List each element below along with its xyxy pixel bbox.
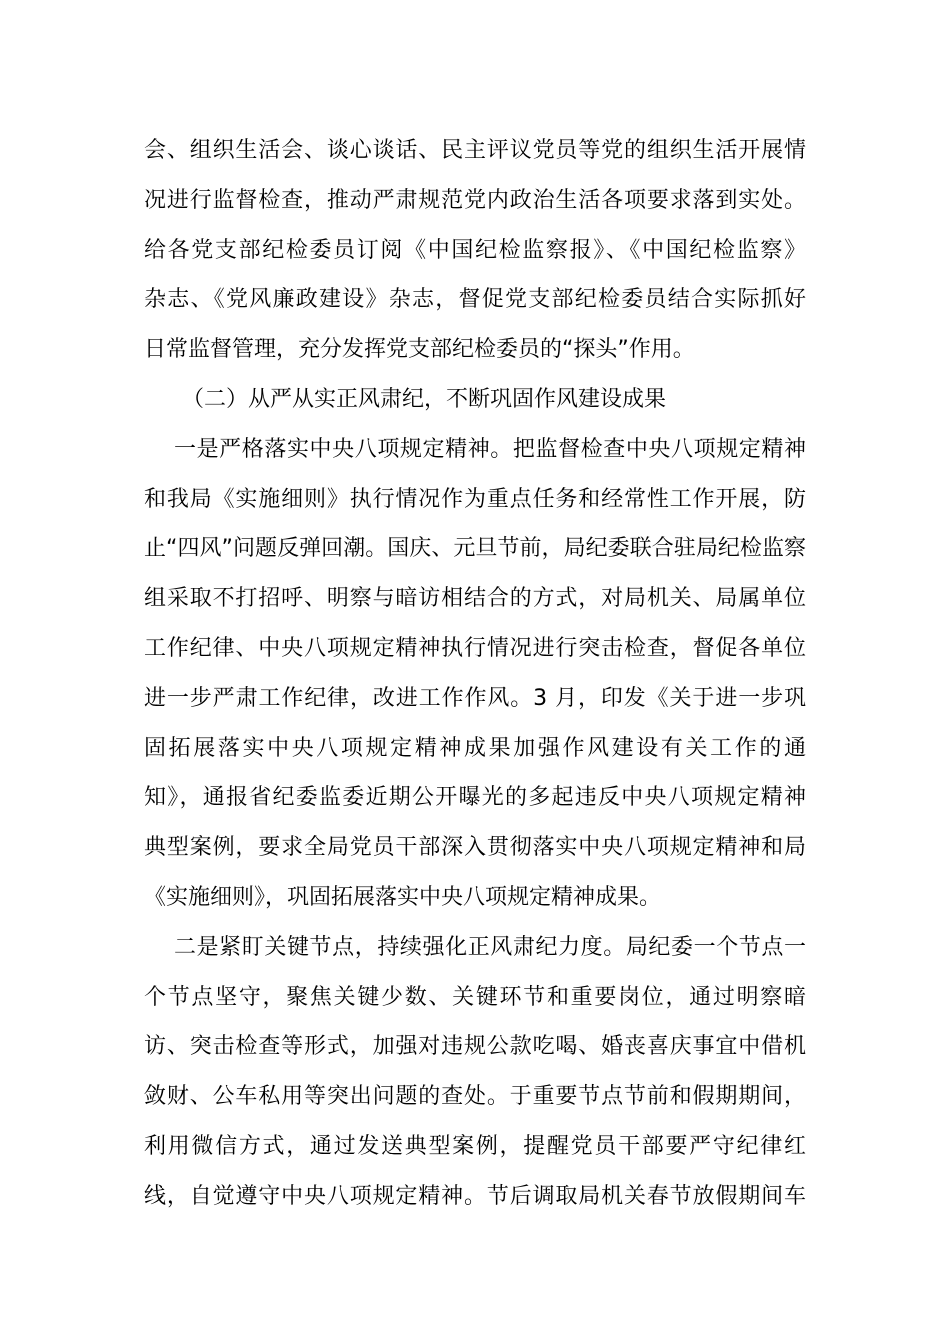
text-line: 止“四风”问题反弹回潮。国庆、元旦节前，局纪委联合驻局纪检监察 (144, 536, 806, 562)
text-line: 况进行监督检查，推动严肃规范党内政治生活各项要求落到实处。 (144, 187, 806, 213)
text-line: 敛财、公车私用等突出问题的查处。于重要节点节前和假期期间， (144, 1084, 806, 1110)
section-heading: （二）从严从实正风肃纪，不断巩固作风建设成果 (182, 386, 667, 412)
text-line: 线，自觉遵守中央八项规定精神。节后调取局机关春节放假期间车 (144, 1183, 806, 1209)
text-line: 进一步严肃工作纪律，改进工作作风。3 月，印发《关于进一步巩 (144, 685, 806, 711)
text-line: 知》，通报省纪委监委近期公开曝光的多起违反中央八项规定精神 (144, 785, 806, 811)
text-line: 杂志、《党风廉政建设》杂志，督促党支部纪检委员结合实际抓好 (144, 287, 806, 313)
text-line: 访、突击检查等形式，加强对违规公款吃喝、婚丧喜庆事宜中借机 (144, 1034, 806, 1060)
text-line: 固拓展落实中央八项规定精神成果加强作风建设有关工作的通 (144, 735, 806, 761)
text-line: 利用微信方式，通过发送典型案例，提醒党员干部要严守纪律红 (144, 1133, 806, 1159)
paragraph-first-line: 二是紧盯关键节点，持续强化正风肃纪力度。局纪委一个节点一 (174, 934, 806, 960)
text-line: 组采取不打招呼、明察与暗访相结合的方式，对局机关、局属单位 (144, 586, 806, 612)
text-line: 日常监督管理，充分发挥党支部纪检委员的“探头”作用。 (144, 337, 695, 363)
text-line: 会、组织生活会、谈心谈话、民主评议党员等党的组织生活开展情 (144, 138, 806, 163)
text-line: 个节点坚守，聚焦关键少数、关键环节和重要岗位，通过明察暗 (144, 984, 806, 1010)
text-line: 和我局《实施细则》执行情况作为重点任务和经常性工作开展，防 (144, 486, 806, 512)
text-line: 典型案例，要求全局党员干部深入贯彻落实中央八项规定精神和局 (144, 835, 806, 861)
text-line: 工作纪律、中央八项规定精神执行情况进行突击检查，督促各单位 (144, 635, 806, 661)
paragraph-first-line: 一是严格落实中央八项规定精神。把监督检查中央八项规定精神 (174, 436, 806, 462)
text-line: 给各党支部纪检委员订阅《中国纪检监察报》、《中国纪检监察》 (144, 237, 806, 263)
text-line: 《实施细则》，巩固拓展落实中央八项规定精神成果。 (144, 884, 662, 910)
body-text (144, 126, 806, 1222)
